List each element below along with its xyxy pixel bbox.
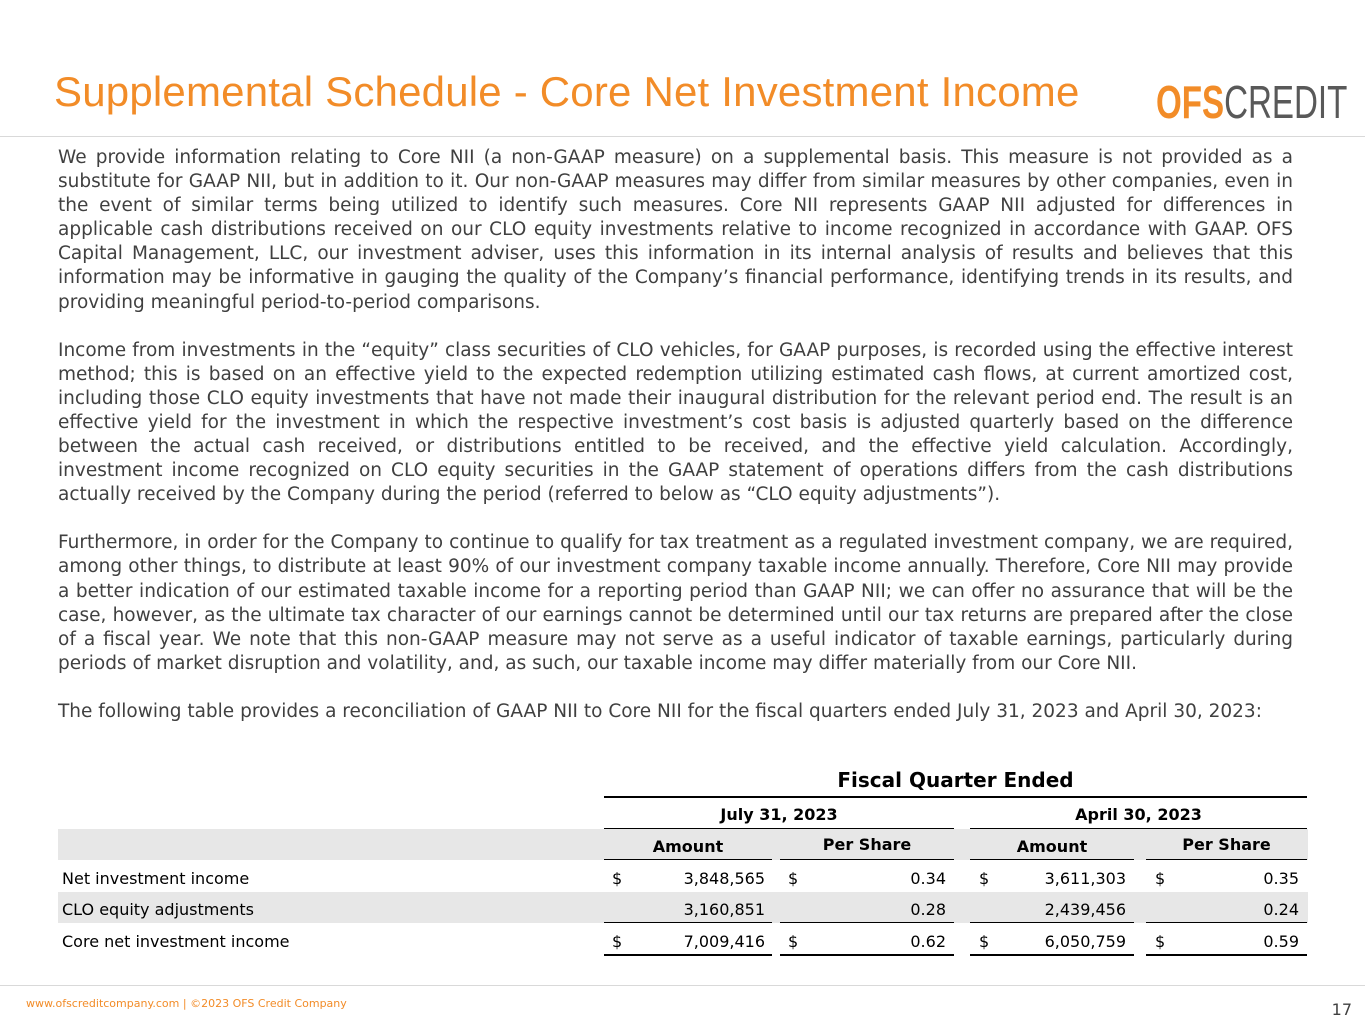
subtotal-rule-3 xyxy=(970,922,1134,923)
logo-ofs: OFS xyxy=(1156,76,1225,128)
cell-apr-per-share: 0.59 xyxy=(1263,932,1299,951)
cell-jul-per-share: 0.62 xyxy=(910,932,946,951)
paragraph-clo-income: Income from investments in the “equity” class securities of CLO vehicles, for GAAP purposes, is recorded using the effective interest method; this is based on an effective yield to the expected redemption utilizing estimated cash flows, at current amortized cost, including those CLO equity investments that have not made their inaugural distribution for the relevant period end. The result is an effective yield for the investment in which the respective investment’s cost basis is adjusted quarterly based on the difference between the actual cash received, or distributions entitled to be received, and the effective yield calculation. Accordingly, investment income recognized on CLO equity securities in the GAAP statement of operations differs from the cash distributions actually received by the Company during the period (referred to below as “CLO equity adjustments”). xyxy=(58,339,1293,506)
fiscal-quarter-header: Fiscal Quarter Ended xyxy=(837,768,1074,792)
cell-apr-amount: 6,050,759 xyxy=(1044,932,1126,951)
row-label: Net investment income xyxy=(62,869,250,888)
cell-apr-per-share: 0.35 xyxy=(1263,869,1299,888)
colh-rule-4 xyxy=(1146,859,1307,860)
row-label: Core net investment income xyxy=(62,932,290,951)
subtotal-rule-2 xyxy=(780,922,954,923)
footer-separator: | xyxy=(182,997,187,1010)
header-rule xyxy=(604,796,1307,798)
row-label: CLO equity adjustments xyxy=(62,900,254,919)
cell-apr-amount: 3,611,303 xyxy=(1044,869,1126,888)
colh-rule-2 xyxy=(780,859,954,860)
subtotal-rule-1 xyxy=(604,922,772,923)
subtotal-rule-4 xyxy=(1146,922,1307,923)
col-apr-per-share: Per Share xyxy=(1182,835,1271,854)
currency-symbol: $ xyxy=(1155,932,1166,951)
col-apr-amount: Amount xyxy=(1016,837,1088,856)
cell-jul-amount: 3,160,851 xyxy=(683,900,765,919)
cell-jul-amount: 7,009,416 xyxy=(683,932,765,951)
total-rule-3 xyxy=(970,954,1134,956)
total-rule-4 xyxy=(1146,954,1307,956)
reconciliation-table xyxy=(58,768,1308,968)
footer-website-link[interactable]: www.ofscreditcompany.com xyxy=(26,997,180,1010)
total-rule-1 xyxy=(604,954,772,956)
company-logo xyxy=(1156,78,1347,126)
total-rule-2 xyxy=(780,954,954,956)
currency-symbol: $ xyxy=(612,932,623,951)
currency-symbol: $ xyxy=(979,869,990,888)
currency-symbol: $ xyxy=(788,932,799,951)
period-apr-2023: April 30, 2023 xyxy=(1075,805,1202,824)
colh-rule-1 xyxy=(604,859,772,860)
cell-jul-amount: 3,848,565 xyxy=(683,869,765,888)
page-number: 17 xyxy=(1331,1000,1352,1019)
header-divider xyxy=(0,136,1365,137)
paragraph-tax-treatment: Furthermore, in order for the Company to continue to qualify for tax treatment as a regulated investment company, we are required, among other things, to distribute at least 90% of our investment company taxable income annually. Therefore, Core NII may provide a better indication of our estimated taxable income for a reporting period than GAAP NII; we can offer no assurance that will be the case, however, as the ultimate tax character of our earnings cannot be determined until our tax returns are prepared after the close of a fiscal year. We note that this non-GAAP measure may not serve as a useful indicator of taxable earnings, particularly during periods of market disruption and volatility, and, as such, our taxable income may differ materially from our Core NII. xyxy=(58,532,1293,674)
cell-apr-per-share: 0.24 xyxy=(1263,900,1299,919)
paragraph-core-nii: We provide information relating to Core NII (a non-GAAP measure) on a supplemental basis. This measure is not provided as a substitute for GAAP NII, but in addition to it. Our non-GAAP measures may differ from similar measures by other companies, even in the event of similar terms being utilized to identify such measures. Core NII represents GAAP NII adjusted for differences in applicable cash distributions received on our CLO equity investments relative to income recognized in accordance with GAAP. OFS Capital Management, LLC, our investment adviser, uses this information in its internal analysis of results and believes that this information may be informative in gauging the quality of the Company’s financial performance, identifying trends in its results, and providing meaningful period-to-period comparisons. xyxy=(58,147,1293,313)
currency-symbol: $ xyxy=(788,869,799,888)
page-title: Supplemental Schedule - Core Net Investment Income xyxy=(54,68,1080,115)
period-jul-2023: July 31, 2023 xyxy=(720,805,838,824)
paragraph-table-intro: The following table provides a reconciliation of GAAP NII to Core NII for the fiscal quarters ended July 31, 2023 and April 30, 2023: xyxy=(58,700,1262,722)
cell-jul-per-share: 0.34 xyxy=(910,869,946,888)
footer-copyright: ©2023 OFS Credit Company xyxy=(190,997,347,1010)
col-jul-amount: Amount xyxy=(652,837,724,856)
currency-symbol: $ xyxy=(1155,869,1166,888)
colh-rule-3 xyxy=(970,859,1134,860)
col-jul-per-share: Per Share xyxy=(822,835,912,854)
body-text xyxy=(58,146,1293,724)
logo-credit: CREDIT xyxy=(1224,76,1348,128)
currency-symbol: $ xyxy=(612,869,623,888)
currency-symbol: $ xyxy=(979,932,990,951)
cell-jul-per-share: 0.28 xyxy=(910,900,946,919)
footer-divider xyxy=(0,985,1365,986)
cell-apr-amount: 2,439,456 xyxy=(1044,900,1126,919)
footer xyxy=(26,997,347,1010)
